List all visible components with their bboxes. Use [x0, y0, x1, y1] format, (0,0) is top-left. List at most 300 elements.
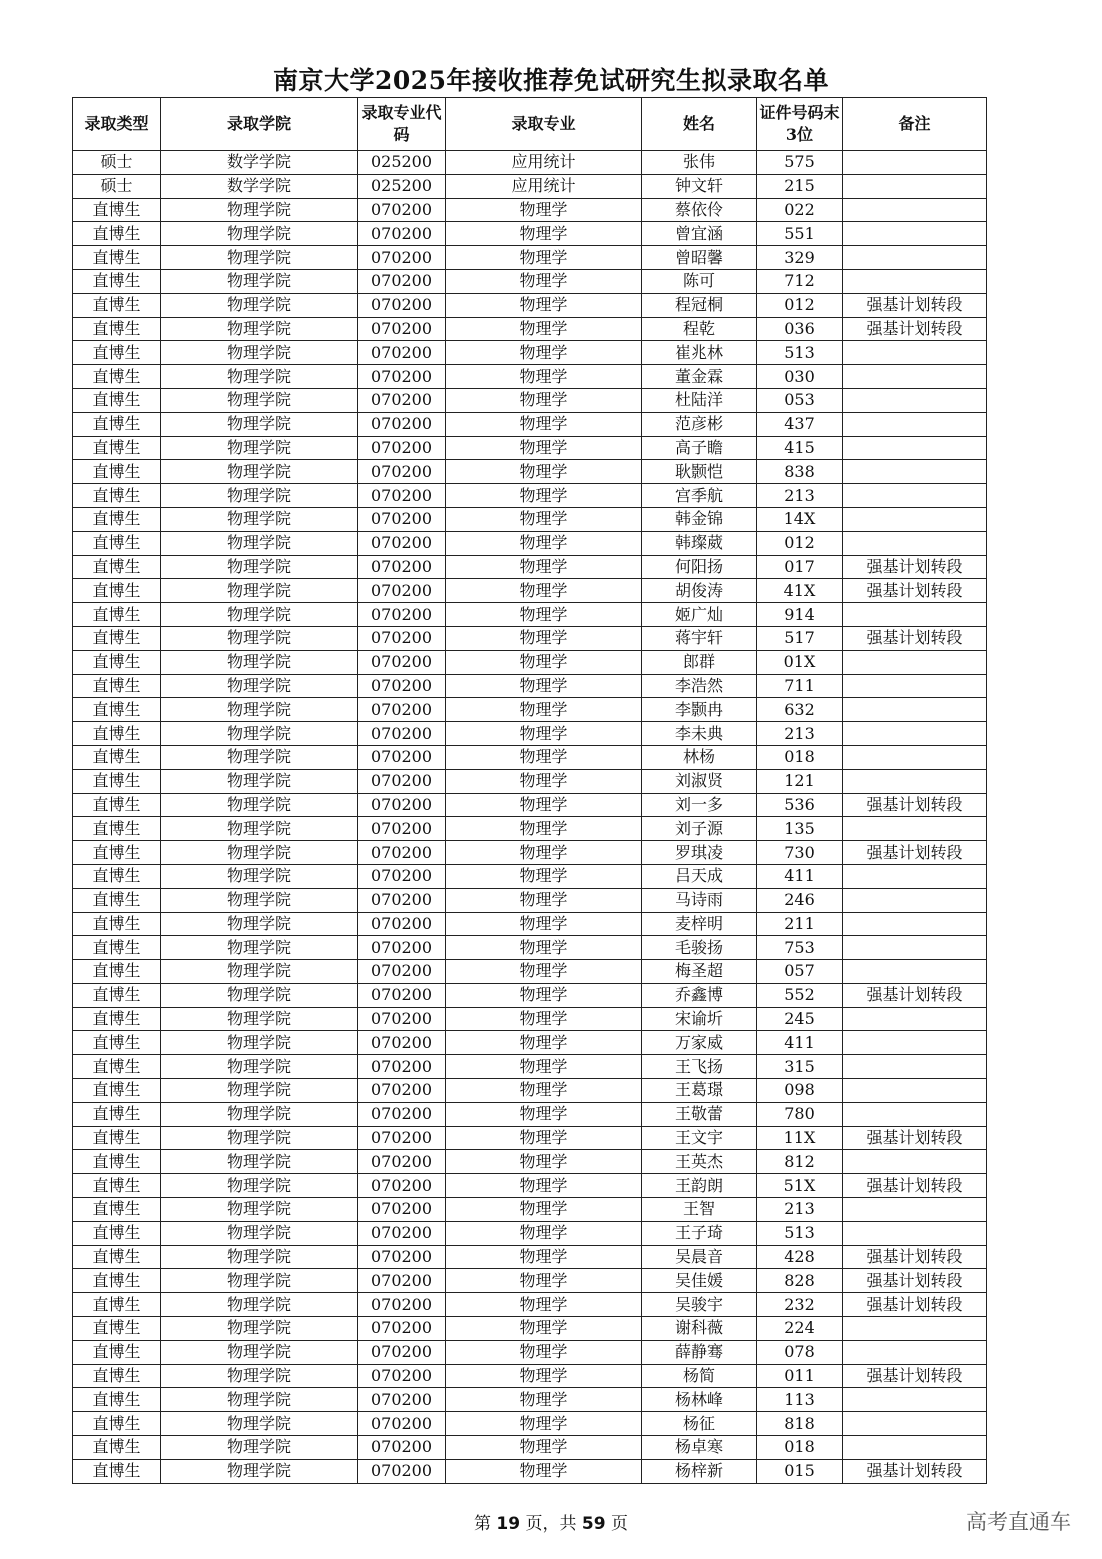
cell-name: 崔兆林 — [642, 341, 757, 365]
cell-name: 宋谕圻 — [642, 1007, 757, 1031]
cell-type: 直博生 — [73, 936, 161, 960]
cell-major: 物理学 — [446, 1245, 642, 1269]
cell-major: 物理学 — [446, 817, 642, 841]
cell-major: 物理学 — [446, 1174, 642, 1198]
cell-name: 姬广灿 — [642, 603, 757, 627]
cell-id: 517 — [757, 626, 843, 650]
cell-id: 329 — [757, 246, 843, 270]
cell-note — [843, 531, 987, 555]
cell-type: 直博生 — [73, 436, 161, 460]
cell-type: 直博生 — [73, 650, 161, 674]
cell-note: 强基计划转段 — [843, 1174, 987, 1198]
cell-name: 程冠桐 — [642, 293, 757, 317]
cell-code: 070200 — [358, 1055, 446, 1079]
cell-name: 曾宜涵 — [642, 222, 757, 246]
cell-major: 物理学 — [446, 460, 642, 484]
table-row — [73, 1364, 987, 1388]
cell-code: 070200 — [358, 579, 446, 603]
cell-type: 直博生 — [73, 1079, 161, 1103]
cell-major: 物理学 — [446, 1412, 642, 1436]
table-row — [73, 674, 987, 698]
cell-school: 物理学院 — [161, 341, 358, 365]
cell-name: 韩金锦 — [642, 507, 757, 531]
cell-note: 强基计划转段 — [843, 841, 987, 865]
table-row — [73, 1174, 987, 1198]
cell-note — [843, 1221, 987, 1245]
cell-school: 物理学院 — [161, 603, 358, 627]
cell-school: 物理学院 — [161, 1031, 358, 1055]
watermark: 高考直通车 — [966, 1510, 1071, 1534]
cell-note: 强基计划转段 — [843, 983, 987, 1007]
cell-id: 017 — [757, 555, 843, 579]
cell-name: 麦梓明 — [642, 912, 757, 936]
cell-name: 陈可 — [642, 269, 757, 293]
page-footer — [0, 1512, 1102, 1536]
cell-note — [843, 1340, 987, 1364]
cell-school: 物理学院 — [161, 1317, 358, 1341]
cell-type: 硕士 — [73, 151, 161, 175]
cell-code: 070200 — [358, 460, 446, 484]
cell-type: 直博生 — [73, 1293, 161, 1317]
cell-major: 物理学 — [446, 1221, 642, 1245]
header-type: 录取类型 — [73, 98, 161, 151]
cell-school: 物理学院 — [161, 960, 358, 984]
cell-type: 直博生 — [73, 912, 161, 936]
cell-code: 070200 — [358, 412, 446, 436]
cell-name: 韩璨葳 — [642, 531, 757, 555]
cell-code: 070200 — [358, 698, 446, 722]
cell-note: 强基计划转段 — [843, 293, 987, 317]
cell-name: 蒋宇轩 — [642, 626, 757, 650]
cell-school: 物理学院 — [161, 531, 358, 555]
cell-id: 030 — [757, 365, 843, 389]
table-row — [73, 983, 987, 1007]
table-header-row — [73, 98, 987, 151]
cell-code: 070200 — [358, 603, 446, 627]
cell-type: 直博生 — [73, 1174, 161, 1198]
cell-school: 物理学院 — [161, 1269, 358, 1293]
table-row — [73, 460, 987, 484]
cell-name: 董金霖 — [642, 365, 757, 389]
cell-major: 物理学 — [446, 412, 642, 436]
cell-id: 245 — [757, 1007, 843, 1031]
cell-type: 直博生 — [73, 1436, 161, 1460]
cell-id: 113 — [757, 1388, 843, 1412]
cell-note — [843, 412, 987, 436]
cell-id: 011 — [757, 1364, 843, 1388]
cell-id: 536 — [757, 793, 843, 817]
cell-code: 070200 — [358, 745, 446, 769]
table-row — [73, 626, 987, 650]
table-row — [73, 960, 987, 984]
cell-school: 物理学院 — [161, 722, 358, 746]
cell-note — [843, 1436, 987, 1460]
table-row — [73, 1436, 987, 1460]
cell-code: 070200 — [358, 793, 446, 817]
footer-mid: 页，共 — [525, 1514, 577, 1534]
table-row — [73, 793, 987, 817]
cell-note — [843, 650, 987, 674]
cell-id: 41X — [757, 579, 843, 603]
cell-type: 直博生 — [73, 1269, 161, 1293]
cell-type: 直博生 — [73, 1007, 161, 1031]
cell-name: 毛骏扬 — [642, 936, 757, 960]
cell-major: 物理学 — [446, 1459, 642, 1483]
cell-major: 物理学 — [446, 531, 642, 555]
cell-major: 物理学 — [446, 1055, 642, 1079]
cell-type: 直博生 — [73, 888, 161, 912]
cell-name: 高子瞻 — [642, 436, 757, 460]
page-number: 19 — [496, 1514, 521, 1534]
cell-name: 李未典 — [642, 722, 757, 746]
cell-id: 246 — [757, 888, 843, 912]
cell-note — [843, 269, 987, 293]
table-row — [73, 1102, 987, 1126]
cell-school: 物理学院 — [161, 769, 358, 793]
cell-name: 林杨 — [642, 745, 757, 769]
cell-id: 437 — [757, 412, 843, 436]
cell-school: 物理学院 — [161, 1198, 358, 1222]
table-row — [73, 1079, 987, 1103]
table-row — [73, 1412, 987, 1436]
table-row — [73, 436, 987, 460]
cell-name: 王子琦 — [642, 1221, 757, 1245]
cell-id: 551 — [757, 222, 843, 246]
cell-note: 强基计划转段 — [843, 1245, 987, 1269]
cell-name: 王葛璟 — [642, 1079, 757, 1103]
table-row — [73, 603, 987, 627]
cell-code: 070200 — [358, 1079, 446, 1103]
cell-name: 万家威 — [642, 1031, 757, 1055]
cell-code: 070200 — [358, 436, 446, 460]
cell-id: 036 — [757, 317, 843, 341]
cell-type: 直博生 — [73, 1412, 161, 1436]
table-row — [73, 888, 987, 912]
cell-code: 070200 — [358, 1269, 446, 1293]
cell-code: 070200 — [358, 626, 446, 650]
table-row — [73, 1126, 987, 1150]
table-row — [73, 1150, 987, 1174]
cell-major: 物理学 — [446, 888, 642, 912]
cell-name: 杜陆洋 — [642, 388, 757, 412]
cell-type: 直博生 — [73, 1102, 161, 1126]
cell-note — [843, 698, 987, 722]
cell-type: 直博生 — [73, 412, 161, 436]
cell-note — [843, 745, 987, 769]
cell-code: 070200 — [358, 674, 446, 698]
table-body — [73, 151, 987, 1484]
cell-id: 015 — [757, 1459, 843, 1483]
cell-school: 物理学院 — [161, 674, 358, 698]
table-row — [73, 341, 987, 365]
cell-name: 王英杰 — [642, 1150, 757, 1174]
cell-code: 070200 — [358, 722, 446, 746]
cell-type: 直博生 — [73, 674, 161, 698]
cell-type: 直博生 — [73, 841, 161, 865]
cell-code: 070200 — [358, 841, 446, 865]
cell-code: 025200 — [358, 174, 446, 198]
cell-name: 吴晨音 — [642, 1245, 757, 1269]
table-row — [73, 1459, 987, 1483]
table-row — [73, 1221, 987, 1245]
table-row — [73, 1317, 987, 1341]
cell-major: 物理学 — [446, 436, 642, 460]
cell-type: 直博生 — [73, 1150, 161, 1174]
cell-id: 213 — [757, 1198, 843, 1222]
cell-note — [843, 507, 987, 531]
cell-type: 直博生 — [73, 1055, 161, 1079]
cell-type: 直博生 — [73, 1317, 161, 1341]
cell-id: 018 — [757, 1436, 843, 1460]
cell-type: 直博生 — [73, 1388, 161, 1412]
cell-type: 直博生 — [73, 1221, 161, 1245]
cell-code: 070200 — [358, 1031, 446, 1055]
cell-major: 应用统计 — [446, 174, 642, 198]
cell-id: 812 — [757, 1150, 843, 1174]
table-row — [73, 841, 987, 865]
cell-type: 直博生 — [73, 1126, 161, 1150]
cell-type: 直博生 — [73, 1340, 161, 1364]
table-row — [73, 650, 987, 674]
cell-id: 415 — [757, 436, 843, 460]
cell-code: 025200 — [358, 151, 446, 175]
cell-type: 直博生 — [73, 864, 161, 888]
cell-school: 物理学院 — [161, 1436, 358, 1460]
table-row — [73, 745, 987, 769]
cell-code: 070200 — [358, 1126, 446, 1150]
cell-note: 强基计划转段 — [843, 626, 987, 650]
cell-name: 蔡依伶 — [642, 198, 757, 222]
cell-school: 物理学院 — [161, 1079, 358, 1103]
cell-note — [843, 388, 987, 412]
cell-code: 070200 — [358, 222, 446, 246]
cell-type: 直博生 — [73, 317, 161, 341]
cell-major: 物理学 — [446, 650, 642, 674]
cell-school: 物理学院 — [161, 793, 358, 817]
cell-type: 直博生 — [73, 626, 161, 650]
cell-id: 053 — [757, 388, 843, 412]
cell-type: 硕士 — [73, 174, 161, 198]
cell-major: 物理学 — [446, 1364, 642, 1388]
cell-school: 物理学院 — [161, 650, 358, 674]
cell-name: 谢科薇 — [642, 1317, 757, 1341]
cell-school: 物理学院 — [161, 246, 358, 270]
cell-note — [843, 1007, 987, 1031]
cell-name: 王飞扬 — [642, 1055, 757, 1079]
cell-id: 513 — [757, 341, 843, 365]
page-total: 59 — [581, 1514, 606, 1534]
cell-school: 物理学院 — [161, 317, 358, 341]
cell-note — [843, 603, 987, 627]
cell-code: 070200 — [358, 1317, 446, 1341]
cell-name: 杨梓新 — [642, 1459, 757, 1483]
cell-school: 物理学院 — [161, 864, 358, 888]
cell-id: 01X — [757, 650, 843, 674]
cell-note: 强基计划转段 — [843, 1269, 987, 1293]
cell-id: 712 — [757, 269, 843, 293]
cell-note — [843, 960, 987, 984]
cell-id: 213 — [757, 722, 843, 746]
cell-note — [843, 246, 987, 270]
cell-type: 直博生 — [73, 484, 161, 508]
cell-note — [843, 1198, 987, 1222]
table-row — [73, 555, 987, 579]
cell-id: 078 — [757, 1340, 843, 1364]
cell-note — [843, 722, 987, 746]
cell-note — [843, 1412, 987, 1436]
cell-code: 070200 — [358, 1340, 446, 1364]
cell-major: 物理学 — [446, 1031, 642, 1055]
cell-major: 物理学 — [446, 317, 642, 341]
cell-major: 物理学 — [446, 626, 642, 650]
table-row — [73, 1055, 987, 1079]
cell-code: 070200 — [358, 341, 446, 365]
cell-code: 070200 — [358, 1245, 446, 1269]
cell-name: 杨征 — [642, 1412, 757, 1436]
cell-major: 物理学 — [446, 1340, 642, 1364]
table-row — [73, 365, 987, 389]
cell-name: 郎群 — [642, 650, 757, 674]
cell-id: 098 — [757, 1079, 843, 1103]
cell-id: 213 — [757, 484, 843, 508]
cell-major: 物理学 — [446, 269, 642, 293]
cell-school: 物理学院 — [161, 1412, 358, 1436]
cell-name: 王韵朗 — [642, 1174, 757, 1198]
cell-school: 物理学院 — [161, 436, 358, 460]
cell-name: 胡俊涛 — [642, 579, 757, 603]
table-row — [73, 1340, 987, 1364]
cell-major: 物理学 — [446, 936, 642, 960]
admission-table — [72, 97, 987, 1484]
cell-code: 070200 — [358, 1102, 446, 1126]
cell-id: 018 — [757, 745, 843, 769]
cell-school: 物理学院 — [161, 888, 358, 912]
table-row — [73, 198, 987, 222]
cell-type: 直博生 — [73, 1245, 161, 1269]
cell-note — [843, 864, 987, 888]
cell-name: 梅圣超 — [642, 960, 757, 984]
cell-name: 薛静骞 — [642, 1340, 757, 1364]
cell-school: 物理学院 — [161, 1126, 358, 1150]
cell-school: 物理学院 — [161, 1150, 358, 1174]
cell-school: 物理学院 — [161, 1007, 358, 1031]
cell-code: 070200 — [358, 1293, 446, 1317]
cell-code: 070200 — [358, 1364, 446, 1388]
cell-major: 物理学 — [446, 1293, 642, 1317]
table-row — [73, 269, 987, 293]
cell-note — [843, 484, 987, 508]
cell-major: 物理学 — [446, 1150, 642, 1174]
cell-id: 012 — [757, 531, 843, 555]
cell-school: 物理学院 — [161, 1388, 358, 1412]
cell-major: 物理学 — [446, 1007, 642, 1031]
cell-id: 552 — [757, 983, 843, 1007]
cell-id: 780 — [757, 1102, 843, 1126]
cell-type: 直博生 — [73, 365, 161, 389]
cell-code: 070200 — [358, 507, 446, 531]
cell-name: 王文宇 — [642, 1126, 757, 1150]
cell-name: 耿颢恺 — [642, 460, 757, 484]
cell-type: 直博生 — [73, 531, 161, 555]
cell-code: 070200 — [358, 246, 446, 270]
cell-school: 物理学院 — [161, 507, 358, 531]
cell-type: 直博生 — [73, 388, 161, 412]
cell-major: 物理学 — [446, 222, 642, 246]
cell-code: 070200 — [358, 198, 446, 222]
header-id: 证件号码末3位 — [757, 98, 843, 151]
cell-major: 物理学 — [446, 1102, 642, 1126]
cell-id: 828 — [757, 1269, 843, 1293]
cell-type: 直博生 — [73, 1364, 161, 1388]
cell-school: 物理学院 — [161, 269, 358, 293]
cell-id: 730 — [757, 841, 843, 865]
cell-id: 022 — [757, 198, 843, 222]
cell-id: 914 — [757, 603, 843, 627]
cell-type: 直博生 — [73, 722, 161, 746]
cell-school: 物理学院 — [161, 1459, 358, 1483]
cell-id: 057 — [757, 960, 843, 984]
cell-note — [843, 222, 987, 246]
cell-major: 物理学 — [446, 198, 642, 222]
cell-id: 215 — [757, 174, 843, 198]
cell-code: 070200 — [358, 317, 446, 341]
cell-major: 物理学 — [446, 484, 642, 508]
cell-major: 物理学 — [446, 912, 642, 936]
cell-name: 罗琪凌 — [642, 841, 757, 865]
cell-major: 物理学 — [446, 365, 642, 389]
header-major: 录取专业 — [446, 98, 642, 151]
cell-type: 直博生 — [73, 983, 161, 1007]
cell-name: 刘一多 — [642, 793, 757, 817]
cell-type: 直博生 — [73, 246, 161, 270]
cell-note — [843, 912, 987, 936]
cell-code: 070200 — [358, 531, 446, 555]
cell-school: 物理学院 — [161, 912, 358, 936]
cell-major: 物理学 — [446, 579, 642, 603]
cell-note — [843, 1102, 987, 1126]
cell-note — [843, 436, 987, 460]
table-row — [73, 222, 987, 246]
cell-major: 物理学 — [446, 341, 642, 365]
cell-name: 杨卓寒 — [642, 1436, 757, 1460]
cell-school: 物理学院 — [161, 1055, 358, 1079]
cell-note: 强基计划转段 — [843, 1459, 987, 1483]
cell-major: 物理学 — [446, 1317, 642, 1341]
table-row — [73, 174, 987, 198]
cell-school: 物理学院 — [161, 1102, 358, 1126]
cell-note — [843, 151, 987, 175]
cell-id: 711 — [757, 674, 843, 698]
cell-id: 632 — [757, 698, 843, 722]
cell-school: 物理学院 — [161, 460, 358, 484]
cell-major: 物理学 — [446, 674, 642, 698]
footer-prefix: 第 — [474, 1514, 492, 1534]
table-row — [73, 936, 987, 960]
table-row — [73, 317, 987, 341]
cell-note — [843, 769, 987, 793]
cell-school: 物理学院 — [161, 1245, 358, 1269]
cell-name: 刘子源 — [642, 817, 757, 841]
cell-major: 物理学 — [446, 793, 642, 817]
cell-note: 强基计划转段 — [843, 317, 987, 341]
cell-code: 070200 — [358, 983, 446, 1007]
cell-code: 070200 — [358, 650, 446, 674]
cell-note — [843, 198, 987, 222]
cell-name: 曾昭馨 — [642, 246, 757, 270]
cell-code: 070200 — [358, 960, 446, 984]
cell-name: 张伟 — [642, 151, 757, 175]
cell-note: 强基计划转段 — [843, 793, 987, 817]
